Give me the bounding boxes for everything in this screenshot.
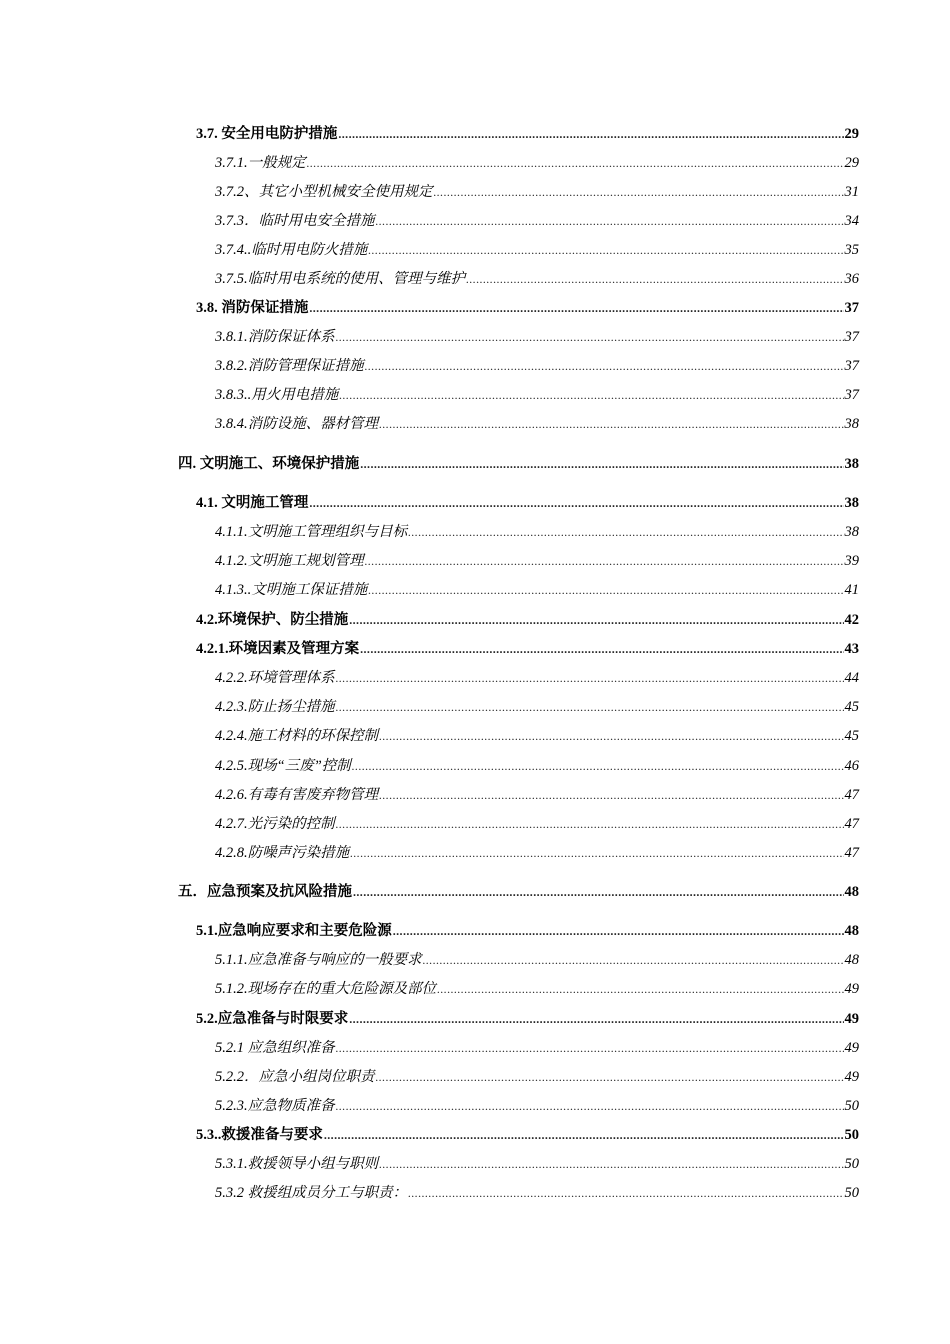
- toc-entry-label: 5.2.1 应急组织准备: [215, 1040, 335, 1056]
- dot-leader: [336, 813, 844, 835]
- toc-entry-label: 3.8.3..用火用电措施: [215, 387, 339, 403]
- toc-entry-label: 3.7. 安全用电防护措施: [196, 126, 338, 142]
- toc-entry-label: 5.2.应急准备与时限要求: [196, 1011, 349, 1027]
- toc-entry-label: 3.8. 消防保证措施: [196, 300, 309, 316]
- toc-entry[interactable]: [215, 550, 859, 572]
- toc-entry[interactable]: [215, 978, 859, 1000]
- toc-entry[interactable]: [215, 181, 859, 203]
- dot-leader: [376, 210, 844, 232]
- toc-entry-page: 50: [844, 1156, 859, 1172]
- dot-leader: [336, 326, 844, 348]
- toc-entry-label: 3.7.4..临时用电防火措施: [215, 242, 368, 258]
- toc-entry-page: 45: [844, 728, 859, 744]
- toc-entry-label: 5.1.应急响应要求和主要危险源: [196, 923, 392, 939]
- toc-entry[interactable]: [215, 725, 859, 747]
- toc-entry[interactable]: [215, 239, 859, 261]
- toc-entry[interactable]: [215, 813, 859, 835]
- toc-entry-label: 4.1. 文明施工管理: [196, 495, 309, 511]
- dot-leader: [379, 725, 843, 747]
- toc-entry-page: 49: [844, 1040, 859, 1056]
- toc-entry-page: 39: [844, 553, 859, 569]
- toc-entry[interactable]: [196, 297, 859, 319]
- toc-entry-label: 5.2.2．应急小组岗位职责: [215, 1069, 375, 1085]
- toc-entry[interactable]: [215, 355, 859, 377]
- dot-leader: [408, 521, 843, 543]
- toc-entry[interactable]: [196, 609, 859, 631]
- toc-entry-label: 4.2.1.环境因素及管理方案: [196, 641, 360, 657]
- toc-entry[interactable]: [196, 920, 859, 942]
- toc-entry-label: 3.8.4.消防设施、器材管理: [215, 416, 379, 432]
- toc-entry-label: 4.1.1.文明施工管理组织与目标: [215, 524, 408, 540]
- toc-entry-page: 36: [844, 271, 859, 287]
- toc-entry-label: 3.7.3．临时用电安全措施: [215, 213, 375, 229]
- toc-entry[interactable]: [215, 521, 859, 543]
- toc-entry-label: 4.2.5.现场“三废”控制: [215, 758, 351, 774]
- toc-entry-page: 48: [844, 884, 859, 900]
- dot-leader: [368, 239, 843, 261]
- toc-entry[interactable]: [215, 384, 859, 406]
- toc-entry-label: 四. 文明施工、环境保护措施: [178, 456, 360, 472]
- toc-entry-label: 5.3.1.救援领导小组与职则: [215, 1156, 379, 1172]
- toc-entry[interactable]: [196, 1124, 859, 1146]
- toc-entry[interactable]: [178, 881, 859, 903]
- dot-leader: [379, 1153, 843, 1175]
- toc-entry-label: 5.2.3.应急物质准备: [215, 1098, 335, 1114]
- dot-leader: [365, 355, 844, 377]
- toc-entry-label: 3.7.2、其它小型机械安全使用规定: [215, 184, 433, 200]
- toc-entry-label: 3.8.2.消防管理保证措施: [215, 358, 364, 374]
- toc-entry-page: 41: [844, 582, 859, 598]
- toc-entry-label: 5.1.2.现场存在的重大危险源及部位: [215, 981, 437, 997]
- dot-leader: [338, 123, 843, 145]
- toc-entry-page: 37: [844, 358, 859, 374]
- dot-leader: [309, 297, 843, 319]
- toc-entry-page: 37: [844, 329, 859, 345]
- toc-entry-page: 47: [844, 845, 859, 861]
- dot-leader: [408, 1182, 843, 1204]
- dot-leader: [309, 492, 843, 514]
- dot-leader: [437, 978, 843, 1000]
- toc-entry[interactable]: [215, 1153, 859, 1175]
- dot-leader: [349, 609, 843, 631]
- toc-entry-label: 3.8.1.消防保证体系: [215, 329, 335, 345]
- toc-entry[interactable]: [215, 413, 859, 435]
- toc-entry-page: 49: [844, 981, 859, 997]
- toc-entry-page: 48: [844, 923, 859, 939]
- dot-leader: [423, 949, 844, 971]
- dot-leader: [307, 152, 844, 174]
- dot-leader: [365, 550, 844, 572]
- toc-entry[interactable]: [215, 1095, 859, 1117]
- toc-entry[interactable]: [215, 755, 859, 777]
- toc-entry-page: 34: [844, 213, 859, 229]
- toc-entry[interactable]: [196, 1008, 859, 1030]
- toc-entry-page: 29: [844, 126, 859, 142]
- dot-leader: [353, 881, 844, 903]
- toc-entry-page: 48: [844, 952, 859, 968]
- dot-leader: [349, 1008, 843, 1030]
- toc-entry-page: 47: [844, 787, 859, 803]
- toc-entry-page: 42: [844, 612, 859, 628]
- dot-leader: [368, 579, 843, 601]
- dot-leader: [376, 1066, 844, 1088]
- dot-leader: [379, 784, 843, 806]
- dot-leader: [466, 268, 843, 290]
- toc-entry[interactable]: [215, 784, 859, 806]
- toc-entry-label: 4.2.6.有毒有害废弃物管理: [215, 787, 379, 803]
- toc-entry-label: 5.3..救援准备与要求: [196, 1127, 323, 1143]
- toc-entry[interactable]: [215, 210, 859, 232]
- dot-leader: [360, 638, 843, 660]
- toc-entry[interactable]: [215, 268, 859, 290]
- toc-entry[interactable]: [215, 696, 859, 718]
- toc-entry-label: 4.2.环境保护、防尘措施: [196, 612, 349, 628]
- dot-leader: [379, 413, 843, 435]
- toc-entry-page: 49: [844, 1069, 859, 1085]
- toc-entry-page: 46: [844, 758, 859, 774]
- toc-entry-label: 4.2.2.环境管理体系: [215, 670, 335, 686]
- toc-entry-label: 3.7.1.一般规定: [215, 155, 306, 171]
- toc-entry-page: 37: [844, 387, 859, 403]
- toc-entry[interactable]: [215, 949, 859, 971]
- toc-entry[interactable]: [196, 492, 859, 514]
- toc-entry-page: 38: [844, 495, 859, 511]
- toc-entry-label: 4.1.2.文明施工规划管理: [215, 553, 364, 569]
- toc-entry[interactable]: [215, 1037, 859, 1059]
- toc-entry-label: 4.2.7.光污染的控制: [215, 816, 335, 832]
- toc-entry-page: 35: [844, 242, 859, 258]
- toc-entry[interactable]: [215, 842, 859, 864]
- toc-entry-page: 43: [844, 641, 859, 657]
- dot-leader: [393, 920, 844, 942]
- toc-entry[interactable]: [215, 152, 859, 174]
- toc-entry-page: 38: [844, 524, 859, 540]
- toc-entry-page: 47: [844, 816, 859, 832]
- toc-entry-page: 49: [844, 1011, 859, 1027]
- toc-entry[interactable]: [196, 123, 859, 145]
- dot-leader: [360, 453, 843, 475]
- toc-entry-page: 38: [844, 416, 859, 432]
- toc-entry[interactable]: [215, 1182, 859, 1204]
- toc-entry-page: 44: [844, 670, 859, 686]
- toc-entry-page: 45: [844, 699, 859, 715]
- toc-entry-label: 5.1.1.应急准备与响应的一般要求: [215, 952, 422, 968]
- toc-entry-label: 4.2.3.防止扬尘措施: [215, 699, 335, 715]
- dot-leader: [336, 696, 844, 718]
- dot-leader: [339, 384, 843, 406]
- toc-entry-label: 五．应急预案及抗风险措施: [178, 884, 352, 900]
- toc-entry[interactable]: [215, 326, 859, 348]
- toc-entry-label: 4.2.8.防噪声污染措施: [215, 845, 350, 861]
- toc-entry[interactable]: [196, 638, 859, 660]
- toc-entry-label: 5.3.2 救援组成员分工与职责：: [215, 1185, 408, 1201]
- toc-entry[interactable]: [215, 667, 859, 689]
- dot-leader: [434, 181, 844, 203]
- dot-leader: [336, 1095, 844, 1117]
- toc-entry-page: 31: [844, 184, 859, 200]
- toc-entry-page: 38: [844, 456, 859, 472]
- toc-entry-label: 4.1.3..文明施工保证措施: [215, 582, 368, 598]
- toc-entry-label: 4.2.4.施工材料的环保控制: [215, 728, 379, 744]
- toc-entry-page: 29: [844, 155, 859, 171]
- dot-leader: [324, 1124, 844, 1146]
- toc-entry-page: 50: [844, 1098, 859, 1114]
- toc-entry-page: 50: [844, 1185, 859, 1201]
- toc-entry-page: 50: [844, 1127, 859, 1143]
- dot-leader: [336, 1037, 844, 1059]
- dot-leader: [352, 755, 844, 777]
- dot-leader: [336, 667, 844, 689]
- toc-entry-page: 37: [844, 300, 859, 316]
- toc-entry[interactable]: [215, 579, 859, 601]
- dot-leader: [350, 842, 843, 864]
- toc-entry[interactable]: [178, 453, 859, 475]
- toc-entry[interactable]: [215, 1066, 859, 1088]
- toc-entry-label: 3.7.5.临时用电系统的使用、管理与维护: [215, 271, 466, 287]
